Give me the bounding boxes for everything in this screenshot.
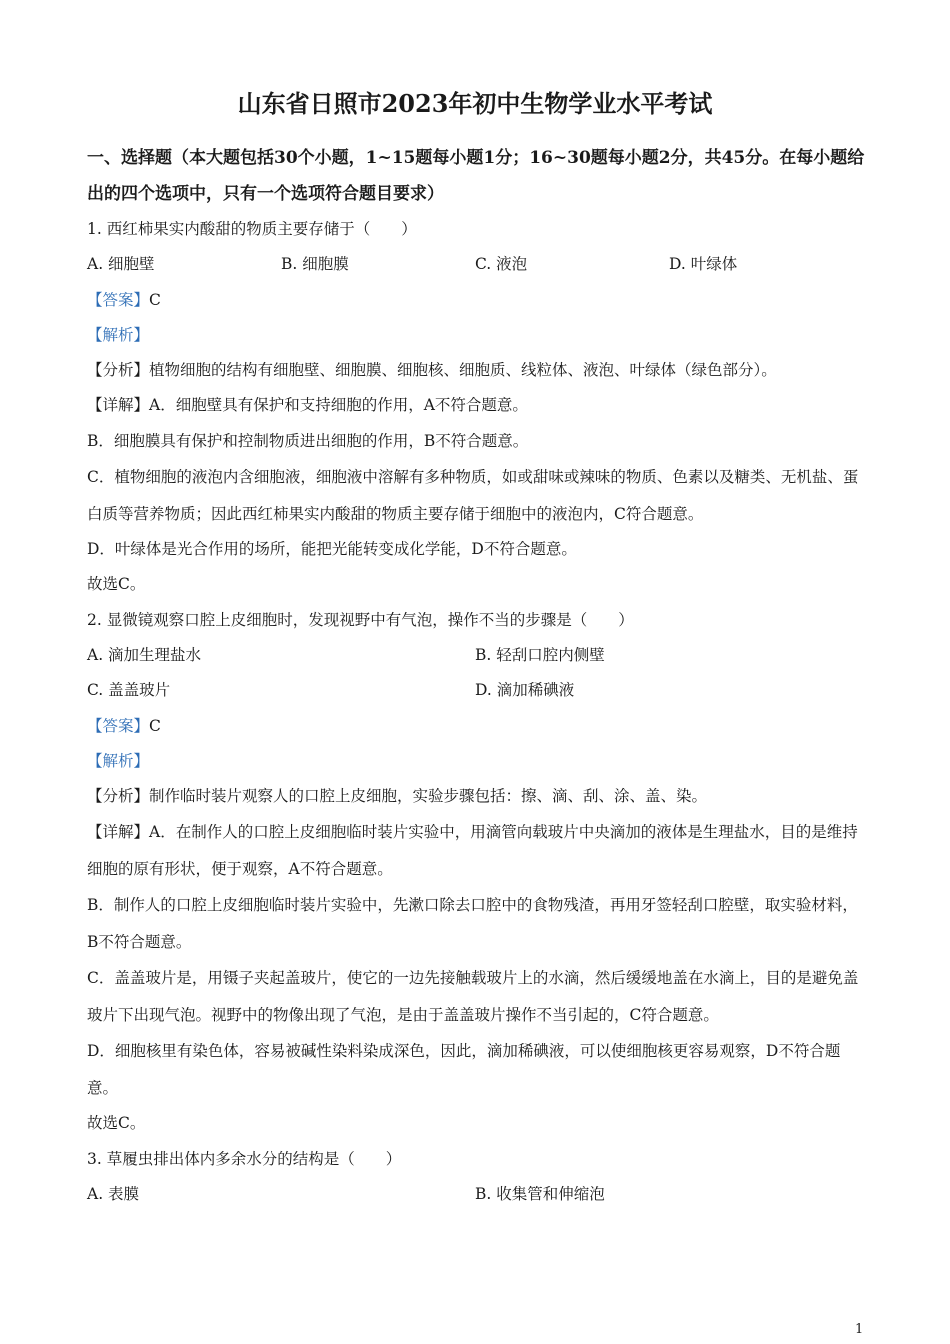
section-header: 一、选择题（本大题包括30个小题，1~15题每小题1分；16~30题每小题2分，共45分。在每小题给出的四个选项中，只有一个选项符合题目要求） bbox=[87, 148, 865, 204]
q2-analysis: 制作临时装片观察人的口腔上皮细胞，实验步骤包括：擦、滴、刮、涂、盖、染。 bbox=[149, 787, 708, 806]
analysis-label: 【分析】 bbox=[87, 361, 150, 380]
detail-label: 【详解】 bbox=[87, 823, 150, 842]
q1-option-c: C. 液泡 bbox=[475, 255, 528, 274]
q2-conclusion: 故选C。 bbox=[87, 1114, 146, 1133]
q1-detail-a: A．细胞壁具有保护和支持细胞的作用，A不符合题意。 bbox=[149, 396, 528, 415]
q2-detail-d: D．细胞核里有染色体，容易被碱性染料染成深色，因此，滴加稀碘液，可以使细胞核更容易观察，D不符合题意。 bbox=[87, 1042, 841, 1097]
q1-detail-c: C．植物细胞的液泡内含细胞液，细胞液中溶解有多种物质，如或甜味或辣味的物质、色素以及糖类、无机盐、蛋白质等营养物质；因此西红柿果实内酸甜的物质主要存储于细胞中的液泡内，C符合题意。 bbox=[87, 468, 859, 523]
answer-label: 【答案】 bbox=[87, 290, 150, 309]
q2-explanation-label: 【解析】 bbox=[87, 751, 150, 770]
q1-answer-line bbox=[87, 283, 863, 318]
q2-detail-b: B．制作人的口腔上皮细胞临时装片实验中，先漱口除去口腔中的食物残渣，再用牙签轻刮口腔壁，取实验材料，B不符合题意。 bbox=[87, 896, 858, 951]
q1-option-d: D. 叶绿体 bbox=[669, 255, 738, 274]
detail-label: 【详解】 bbox=[87, 396, 150, 415]
q1-answer: C bbox=[149, 290, 161, 309]
q1-analysis-line bbox=[87, 353, 863, 388]
q2-options-row1 bbox=[87, 638, 863, 673]
q1-option-a: A. 细胞壁 bbox=[87, 255, 155, 274]
analysis-label: 【分析】 bbox=[87, 787, 150, 806]
exam-content bbox=[87, 212, 863, 1212]
q2-option-b: B. 轻刮口腔内侧壁 bbox=[475, 645, 605, 664]
q1-options bbox=[87, 247, 863, 282]
q2-detail-c: C．盖盖玻片是，用镊子夹起盖玻片，使它的一边先接触载玻片上的水滴，然后缓缓地盖在水滴上，目的是避免盖玻片下出现气泡。视野中的物像出现了气泡，是由于盖盖玻片操作不当引起的，C符合题意。 bbox=[87, 969, 859, 1024]
q2-detail-a-line bbox=[87, 814, 863, 887]
q1-stem: 1. 西红柿果实内酸甜的物质主要存储于（ ） bbox=[87, 220, 417, 238]
q1-analysis: 植物细胞的结构有细胞壁、细胞膜、细胞核、细胞质、线粒体、液泡、叶绿体（绿色部分）。 bbox=[149, 361, 777, 380]
q1-explanation-label: 【解析】 bbox=[87, 325, 150, 344]
q2-detail-a: A．在制作人的口腔上皮细胞临时装片实验中，用滴管向载玻片中央滴加的液体是生理盐水，目的是维持细胞的原有形状，便于观察，A不符合题意。 bbox=[87, 823, 858, 878]
answer-label: 【答案】 bbox=[87, 716, 150, 735]
q2-stem: 2. 显微镜观察口腔上皮细胞时，发现视野中有气泡，操作不当的步骤是（ ） bbox=[87, 610, 634, 629]
q1-option-b: B. 细胞膜 bbox=[281, 255, 349, 274]
q2-options-row2 bbox=[87, 673, 863, 708]
q2-analysis-line bbox=[87, 779, 863, 814]
q3-stem: 3. 草履虫排出体内多余水分的结构是（ ） bbox=[87, 1149, 402, 1168]
page-number: 1 bbox=[855, 1322, 864, 1337]
q3-options-row1 bbox=[87, 1177, 863, 1212]
q2-answer-line bbox=[87, 709, 863, 744]
q1-detail-b: B．细胞膜具有保护和控制物质进出细胞的作用，B不符合题意。 bbox=[87, 431, 529, 450]
q1-detail-d: D．叶绿体是光合作用的场所，能把光能转变成化学能，D不符合题意。 bbox=[87, 540, 577, 559]
exam-title: 山东省日照市2023年初中生物学业水平考试 bbox=[237, 89, 713, 118]
q1-conclusion: 故选C。 bbox=[87, 575, 146, 594]
q2-option-c: C. 盖盖玻片 bbox=[87, 681, 171, 700]
q1-detail-a-line bbox=[87, 388, 863, 423]
q3-option-a: A. 表膜 bbox=[87, 1185, 140, 1204]
q2-option-a: A. 滴加生理盐水 bbox=[87, 645, 202, 664]
q2-answer: C bbox=[149, 716, 161, 735]
q2-option-d: D. 滴加稀碘液 bbox=[475, 681, 575, 700]
q3-option-b: B. 收集管和伸缩泡 bbox=[475, 1185, 605, 1204]
